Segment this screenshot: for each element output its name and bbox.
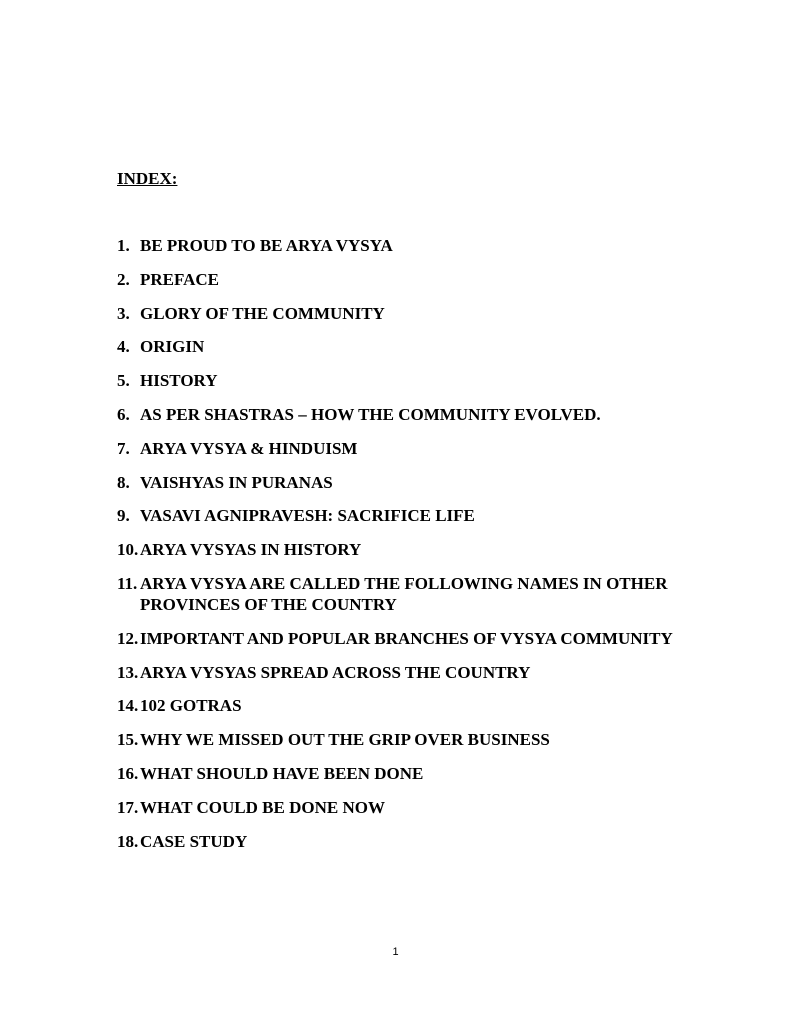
toc-item-number: 17.	[117, 797, 139, 817]
toc-item-9	[117, 505, 737, 526]
toc-item-4	[117, 336, 737, 357]
toc-item-8	[117, 472, 737, 493]
toc-item-number: 6.	[117, 404, 130, 424]
toc-item-title: PREFACE	[140, 269, 220, 289]
toc-item-6	[117, 404, 737, 425]
toc-item-number: 18.	[117, 831, 139, 851]
toc-item-title: VASAVI AGNIPRAVESH: SACRIFICE LIFE	[140, 506, 475, 526]
toc-item-title: WHAT SHOULD HAVE BEEN DONE	[140, 763, 424, 783]
toc-item-number: 16.	[117, 763, 139, 783]
toc-item-number: 12.	[117, 628, 139, 648]
toc-item-16	[117, 763, 737, 784]
toc-item-title: IMPORTANT AND POPULAR BRANCHES OF VYSYA COMMUNITY	[140, 628, 673, 648]
toc-item-11	[117, 573, 737, 615]
toc-item-title: ARYA VYSYAS SPREAD ACROSS THE COUNTRY	[140, 662, 531, 682]
table-of-contents	[117, 235, 737, 864]
page-number: 1	[392, 946, 399, 958]
toc-item-title: BE PROUD TO BE ARYA VYSYA	[140, 236, 393, 255]
toc-item-14	[117, 695, 737, 716]
toc-item-title: CASE STUDY	[140, 831, 248, 851]
toc-item-title: GLORY OF THE COMMUNITY	[140, 303, 385, 323]
toc-item-number: 3.	[117, 303, 130, 323]
toc-item-title: ORIGIN	[140, 337, 205, 357]
toc-item-number: 1.	[117, 236, 130, 255]
toc-item-number: 14.	[117, 696, 139, 716]
toc-item-18	[117, 831, 737, 852]
toc-item-number: 11.	[117, 573, 138, 593]
toc-item-3	[117, 303, 737, 324]
toc-item-number: 15.	[117, 730, 139, 750]
toc-item-number: 9.	[117, 506, 130, 526]
toc-item-12	[117, 628, 737, 649]
toc-item-2	[117, 269, 737, 290]
toc-item-number: 13.	[117, 662, 139, 682]
toc-item-title: AS PER SHASTRAS – HOW THE COMMUNITY EVOLVED.	[140, 404, 601, 424]
toc-item-number: 10.	[117, 540, 139, 560]
toc-item-number: 4.	[117, 337, 130, 357]
toc-item-title: WHAT COULD BE DONE NOW	[140, 797, 385, 817]
toc-item-title: WHY WE MISSED OUT THE GRIP OVER BUSINESS	[140, 730, 550, 750]
toc-item-title: ARYA VYSYA & HINDUISM	[140, 438, 358, 458]
toc-item-5	[117, 370, 737, 391]
toc-item-title: ARYA VYSYAS IN HISTORY	[140, 540, 362, 560]
toc-item-1	[117, 235, 737, 256]
toc-item-number: 2.	[117, 269, 130, 289]
toc-item-number: 5.	[117, 371, 130, 391]
toc-item-7	[117, 438, 737, 459]
toc-item-title: HISTORY	[140, 371, 218, 391]
toc-item-10	[117, 539, 737, 560]
index-heading: INDEX:	[117, 169, 178, 188]
toc-item-title: ARYA VYSYA ARE CALLED THE FOLLOWING NAMES IN OTHER PROVINCES OF THE COUNTRY	[140, 573, 668, 614]
toc-item-title: VAISHYAS IN PURANAS	[140, 472, 333, 492]
toc-item-13	[117, 662, 737, 683]
toc-item-17	[117, 797, 737, 818]
toc-item-number: 8.	[117, 472, 130, 492]
toc-item-15	[117, 729, 737, 750]
toc-item-number: 7.	[117, 438, 130, 458]
toc-item-title: 102 GOTRAS	[140, 696, 242, 716]
